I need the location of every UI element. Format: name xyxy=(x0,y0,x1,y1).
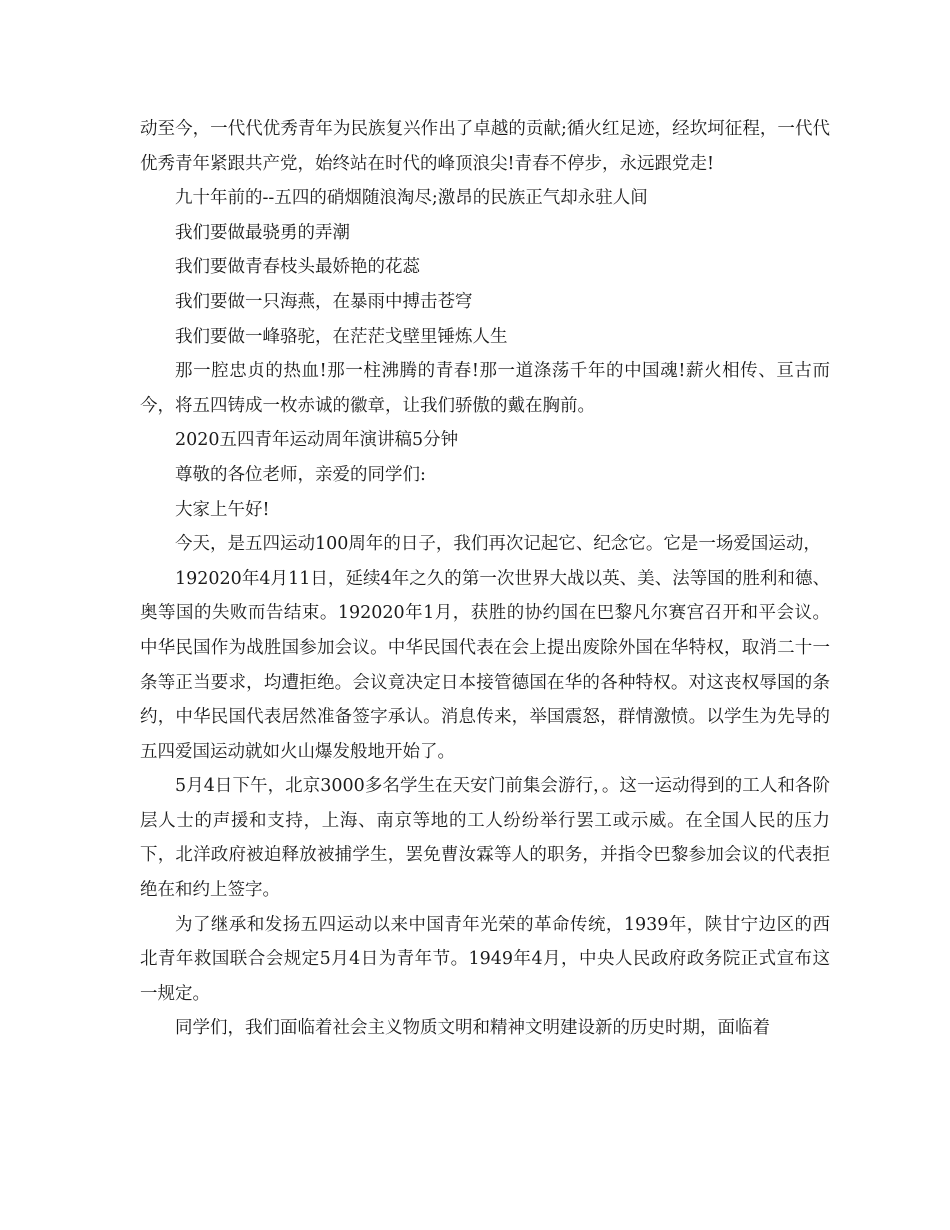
section-title: 2020五四青年运动周年演讲稿5分钟 xyxy=(175,430,459,451)
paragraph: 192020年4月11日，延续4年之久的第一次世界大战以英、美、法等国的胜利和德、奥等国的失败而告结束。192020年1月，获胜的协约国在巴黎凡尔赛宫召开和平会议。中华民国作为战胜国参加会议。中华民国代表在会上提出废除外国在华特权，取消二十一条等正当要求，均遭拒绝。会议竟决定日本接管德国在华的各种特权。对这丧权辱国的条约，中华民国代表居然准备签字承认。消息传来，举国震怒，群情激愤。以学生为先导的五四爱国运动就如火山爆发般地开始了。 xyxy=(140,568,830,762)
paragraph: 我们要做最骁勇的弄潮 xyxy=(175,222,350,243)
paragraph: 为了继承和发扬五四运动以来中国青年光荣的革命传统，1939年，陕甘宁边区的西北青年救国联合会规定5月4日为青年节。1949年4月，中央人民政府政务院正式宣布这一规定。 xyxy=(140,914,830,1004)
paragraph: 九十年前的--五四的硝烟随浪淘尽;激昂的民族正气却永驻人间 xyxy=(175,188,648,209)
paragraph: 动至今，一代代优秀青年为民族复兴作出了卓越的贡献;循火红足迹，经坎坷征程，一代代优秀青年紧跟共产党，始终站在时代的峰顶浪尖!青春不停步，永远跟党走! xyxy=(140,119,830,174)
paragraph: 5月4日下午，北京3000多名学生在天安门前集会游行，。这一运动得到的工人和各阶层人士的声援和支持，上海、南京等地的工人纷纷举行罢工或示威。在全国人民的压力下，北洋政府被迫释放被捕学生，罢免曹汝霖等人的职务，并指令巴黎参加会议的代表拒绝在和约上签字。 xyxy=(140,776,830,901)
paragraph: 今天，是五四运动100周年的日子，我们再次记起它、纪念它。它是一场爱国运动， xyxy=(175,534,821,555)
paragraph: 我们要做一只海燕，在暴雨中搏击苍穹 xyxy=(175,291,473,312)
paragraph: 我们要做一峰骆驼，在茫茫戈壁里锤炼人生 xyxy=(175,326,508,347)
paragraph: 那一腔忠贞的热血!那一柱沸腾的青春!那一道涤荡千年的中国魂!薪火相传、亘古而今，将五四铸成一枚赤诚的徽章，让我们骄傲的戴在胸前。 xyxy=(140,361,830,416)
paragraph: 我们要做青春枝头最娇艳的花蕊 xyxy=(175,257,420,278)
greeting: 大家上午好! xyxy=(175,499,270,520)
salutation: 尊敬的各位老师，亲爱的同学们: xyxy=(175,464,426,485)
document-body xyxy=(140,112,830,1046)
paragraph: 同学们，我们面临着社会主义物质文明和精神文明建设新的历史时期，面临着 xyxy=(175,1018,770,1039)
